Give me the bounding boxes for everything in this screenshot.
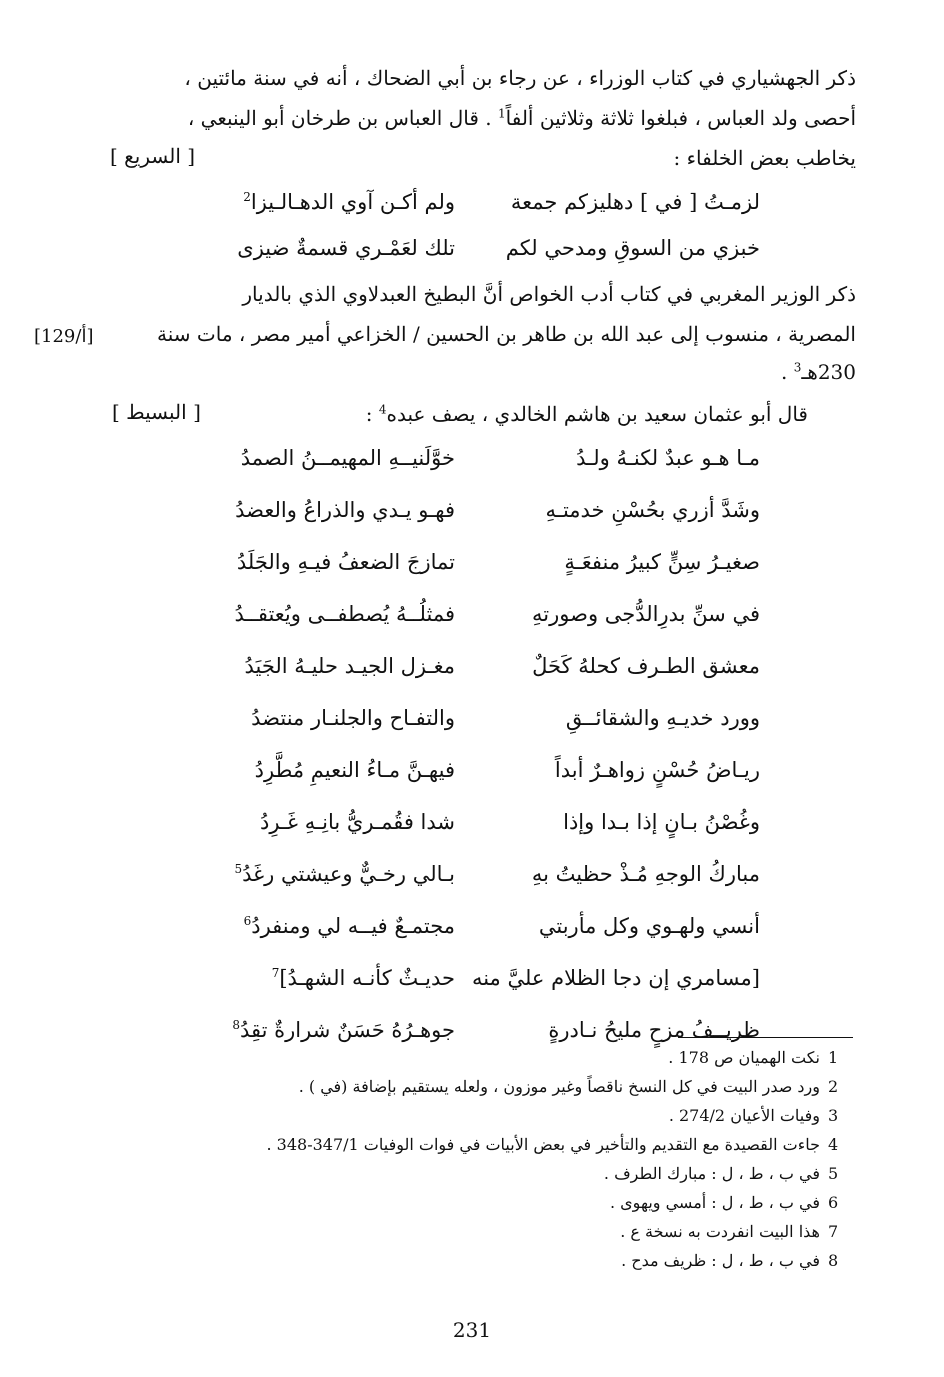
verse-first-hemistich: وورد خديـهِ والشقائــقِ	[565, 706, 760, 730]
footnote-number: 3	[828, 1106, 839, 1125]
verse-first-hemistich: أنسي ولهـوي وكل مأربتي	[538, 914, 760, 938]
footnote-number: 6	[828, 1193, 839, 1212]
footnote-4	[266, 1135, 850, 1154]
verse-first-hemistich: في سنِّ بدرِالدُّجى وصورتهِ	[532, 602, 760, 626]
footnote-number: 7	[828, 1222, 839, 1241]
footnote-2	[299, 1077, 850, 1096]
verse-first-hemistich: مـا هـو عبدٌ لكنـهُ ولـدُ	[576, 446, 760, 470]
footnote-number: 4	[828, 1135, 839, 1154]
verse-second-hemistich: حديـثٌ كأنـه الشهـدُ]$^7$	[271, 966, 455, 990]
footnote-number: 5	[828, 1164, 839, 1183]
verse-second-hemistich: تمازجَ الضعفُ فيـهِ والجَلَدُ	[236, 550, 455, 574]
paragraph-2-line-1: ذكر الوزير المغربي في كتاب أدب الخواص أنَّ البطيخ العبدلاوي الذي بالديار	[242, 282, 856, 306]
poem-1-verse-1	[160, 190, 760, 234]
poem-2-verse-10	[160, 914, 760, 958]
paragraph-2-line-3: 230هـ$^3$ .	[781, 360, 856, 384]
verse-second-hemistich: جوهـرُهُ حَسَنٌ شرارةٌ تقِدُ$^8$	[232, 1018, 455, 1042]
poem-2-verse-1	[160, 446, 760, 490]
poem-2-verse-7	[160, 758, 760, 802]
footnote-text: جاءت القصيدة مع التقديم والتأخير في بعض الأبيات في فوات الوفيات 347/1-348 .	[266, 1135, 820, 1154]
footnote-ref: 5	[234, 862, 243, 876]
footnote-1	[668, 1048, 850, 1067]
verse-second-hemistich: والتفـاح والجلنـار منتضدُ	[251, 706, 455, 730]
poem-2-verse-6	[160, 706, 760, 750]
footnote-text: نكت الهميان ص 178 .	[668, 1048, 820, 1067]
poem-2-verse-8	[160, 810, 760, 854]
footnote-text: هذا البيت انفردت به نسخة ع .	[620, 1222, 820, 1241]
meter-label-baseet: [ البسيط ]	[112, 400, 201, 424]
poem-2-verse-9	[160, 862, 760, 906]
footnote-number: 8	[828, 1251, 839, 1270]
footnote-text: في ب ، ط ، ل : ظريف مدح .	[621, 1251, 820, 1270]
verse-first-hemistich: [مسامري إن دجا الظلام عليَّ منه	[471, 966, 760, 990]
poem-2-verse-2	[160, 498, 760, 542]
verse-first-hemistich: معشق الطـرف كحلهُ كَحَلٌ	[532, 654, 760, 678]
poem-2-verse-11	[160, 966, 760, 1010]
verse-first-hemistich: لزمـتُ [ في ] دهليزكم جمعة	[510, 190, 760, 214]
footnote-number: 1	[828, 1048, 839, 1067]
footnote-3	[669, 1106, 850, 1125]
paragraph-1-line-2: أحصى ولد العباس ، فبلغوا ثلاثة وثلاثين ألفاً$^1$ . قال العباس بن طرخان أبو الينبعي ،	[187, 106, 856, 130]
paragraph-1-line-3: يخاطب بعض الخلفاء :	[673, 146, 856, 170]
paragraph-2-line-2: المصرية ، منسوب إلى عبد الله بن طاهر بن الحسين / الخزاعي أمير مصر ، مات سنة	[157, 322, 856, 346]
footnote-7	[620, 1222, 850, 1241]
verse-first-hemistich: ظريــفُ مزحٍ مليحُ نـادرةٍ	[548, 1018, 760, 1042]
footnote-ref-1: 1	[497, 106, 506, 121]
verse-second-hemistich: فيهـنَّ مـاءُ النعيمِ مُطَّرِدُ	[254, 758, 455, 782]
footnote-ref: 8	[232, 1018, 240, 1032]
page-number: 231	[452, 1318, 492, 1342]
footnote-text: وفيات الأعيان 274/2 .	[668, 1106, 820, 1125]
footnote-number: 2	[828, 1077, 839, 1096]
footnote-5	[604, 1164, 850, 1183]
footnote-ref-3: 3	[793, 360, 802, 375]
verse-second-hemistich: ولم أكـن آوي الدهـالـيزا$^2$	[243, 190, 455, 214]
footnote-6	[610, 1193, 850, 1212]
verse-first-hemistich: خبزي من السوقِ ومدحي لكم	[505, 236, 760, 260]
verse-second-hemistich: شدا فقُمـريُّ بانِـهِ غَـرِدُ	[259, 810, 455, 834]
manuscript-folio-ref: [129/أ]	[34, 326, 94, 347]
footnote-separator	[678, 1037, 853, 1038]
verse-second-hemistich: مغـزل الجيـد حليـهُ الجَيَدُ	[244, 654, 455, 678]
footnote-ref: 7	[271, 966, 280, 980]
paragraph-3-line-1: قال أبو عثمان سعيد بن هاشم الخالدي ، يصف عبده$^4$ :	[365, 402, 808, 426]
footnote-ref: 6	[243, 914, 252, 928]
verse-second-hemistich: مجتمـعٌ فيــه لي ومنفردُ$^6$	[243, 914, 455, 938]
paragraph-1-line-1: ذكر الجهشياري في كتاب الوزراء ، عن رجاء بن أبي الضحاك ، أنه في سنة مائتين ،	[184, 66, 856, 90]
footnote-ref: 2	[243, 190, 251, 204]
verse-first-hemistich: وغُصْنُ بـانٍ إذا بـدا وإذا	[563, 810, 760, 834]
verse-first-hemistich: مباركُ الوجهِ مُـذْ حظيتُ بهِ	[531, 862, 760, 886]
verse-second-hemistich: تلك لعَمْـري قسمةٌ ضيزى	[237, 236, 455, 260]
footnote-text: في ب ، ط ، ل : أمسي ويهوى .	[609, 1193, 820, 1212]
poem-2-verse-3	[160, 550, 760, 594]
verse-second-hemistich: بـالي رخـيٌّ وعيشتي رغَدُ$^5$	[234, 862, 455, 886]
verse-second-hemistich: فمثلُــهُ يُصطفــى ويُعتقــدُ	[234, 602, 455, 626]
poem-2-verse-5	[160, 654, 760, 698]
footnote-8	[621, 1251, 850, 1270]
verse-first-hemistich: وشَدَّ أزري بحُسْنِ خدمتـهِ	[545, 498, 760, 522]
poem-1-verse-2	[160, 236, 760, 280]
footnote-text: في ب ، ط ، ل : مبارك الطرف .	[603, 1164, 820, 1183]
meter-label-saree: [ السريع ]	[110, 144, 196, 168]
footnote-ref-4: 4	[378, 402, 387, 417]
verse-second-hemistich: فهـو يـدي والذراعُ والعضدُ	[235, 498, 455, 522]
footnote-text: ورد صدر البيت في كل النسخ ناقصاً وغير موزون ، ولعله يستقيم بإضافة (في ) .	[298, 1077, 820, 1096]
verse-first-hemistich: صغيـرُ سِنٍّ كبيرُ منفعَـةٍ	[564, 550, 760, 574]
verse-second-hemistich: خوَّلَنيــهِ المهيمــنُ الصمدُ	[240, 446, 455, 470]
poem-2-verse-4	[160, 602, 760, 646]
verse-first-hemistich: ريـاضُ حُسْنٍ زواهـرٌ أبداً	[554, 758, 760, 782]
